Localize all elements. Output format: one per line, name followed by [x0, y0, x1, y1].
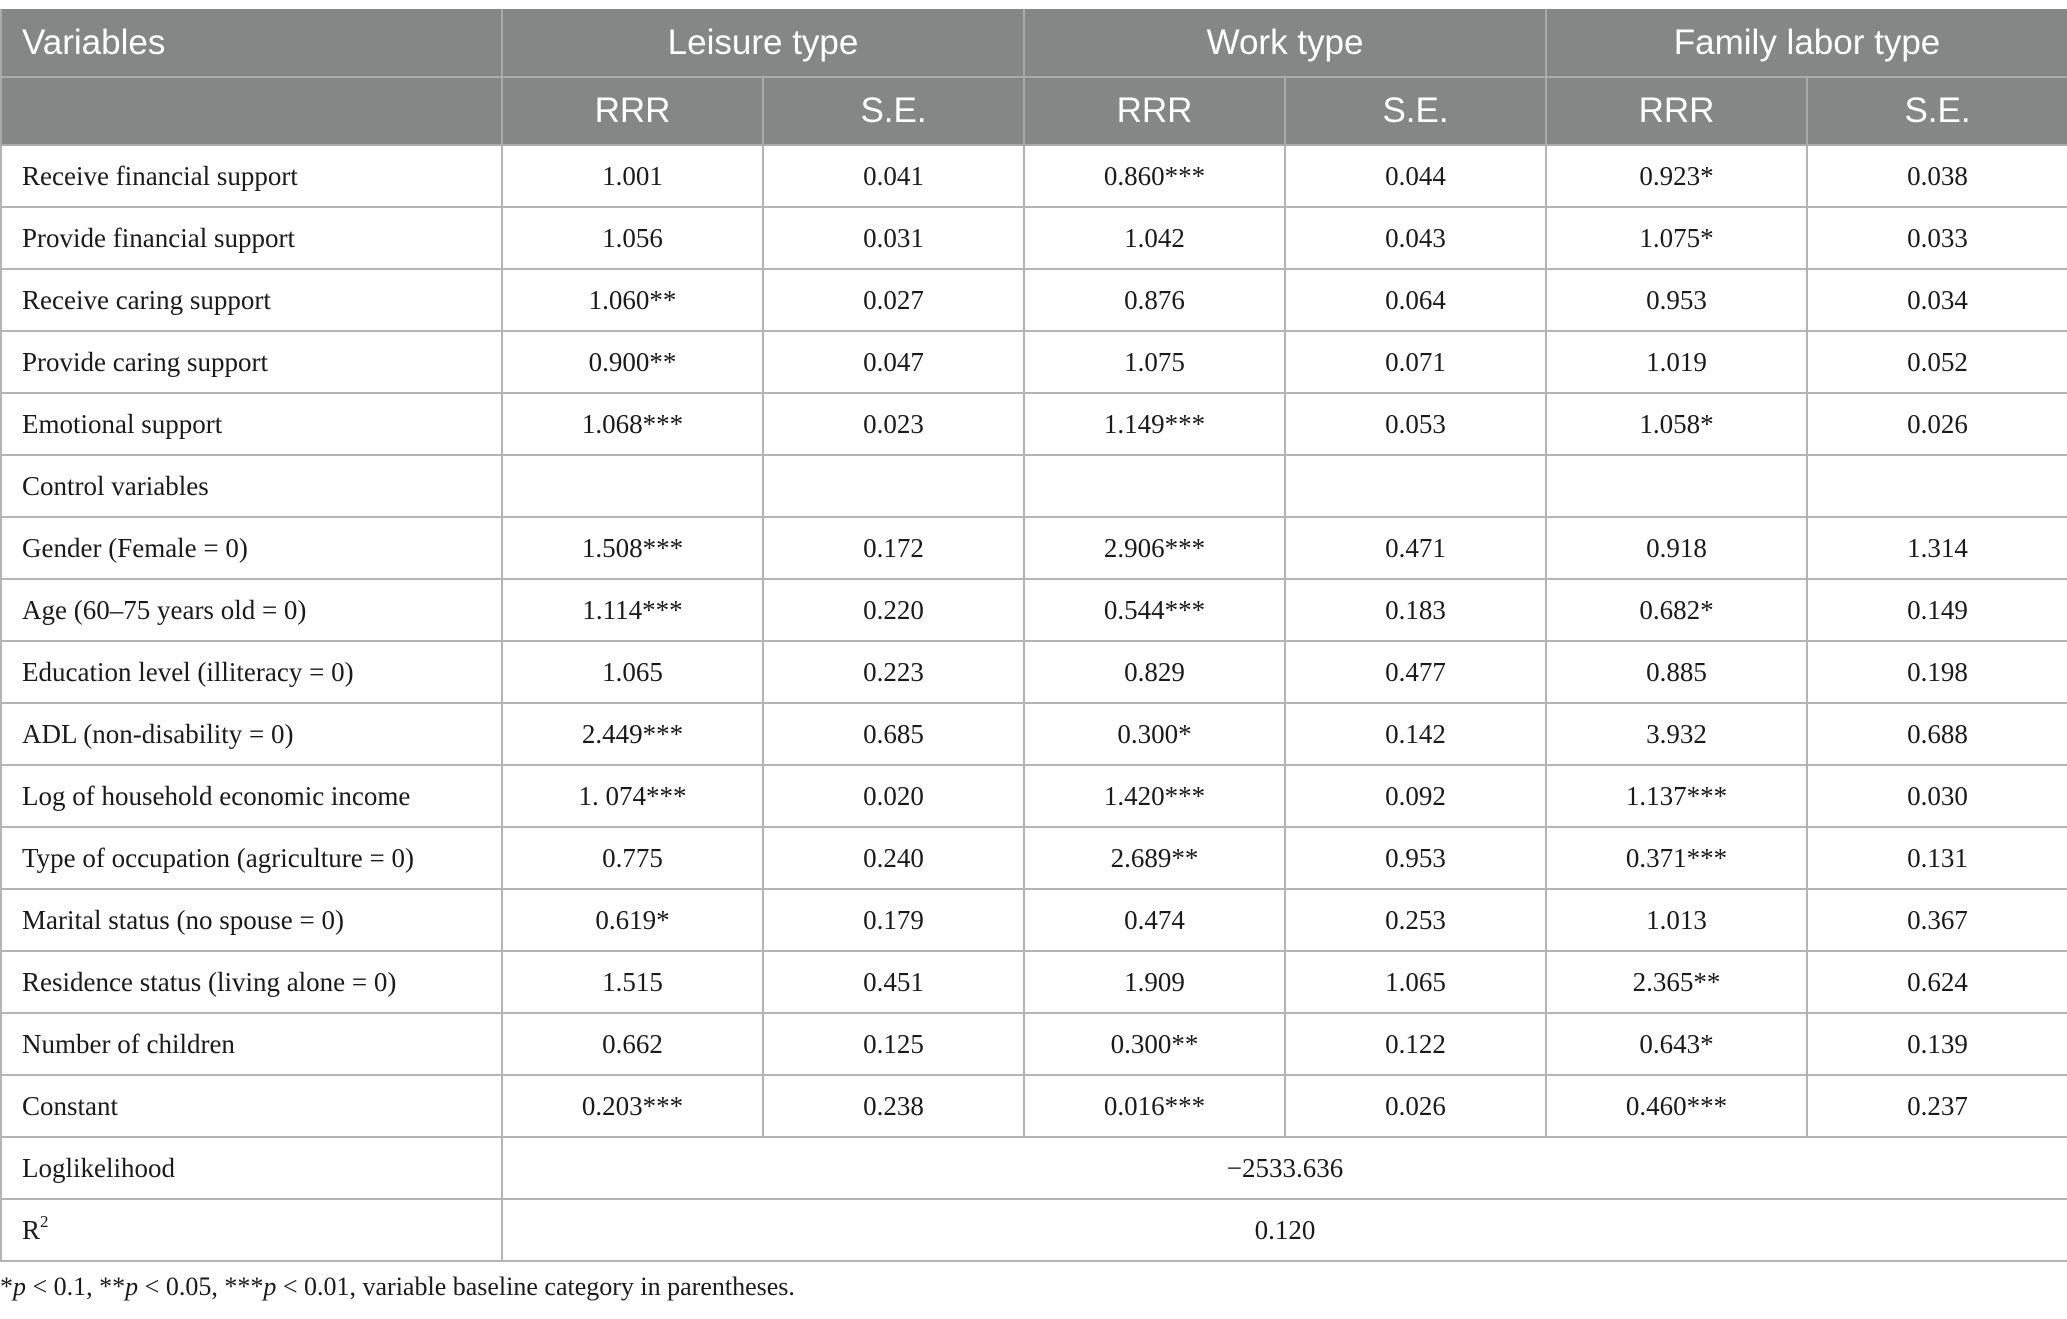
cell-se — [1285, 455, 1546, 517]
r2-row — [1, 1199, 2067, 1261]
cell-rrr: 0.016*** — [1024, 1075, 1285, 1137]
subheader-se: S.E. — [1807, 77, 2067, 145]
cell-se: 0.253 — [1285, 889, 1546, 951]
subheader-rrr: RRR — [502, 77, 763, 145]
cell-se: 0.451 — [763, 951, 1024, 1013]
cell-se: 0.038 — [1807, 145, 2067, 207]
loglikelihood-row — [1, 1137, 2067, 1199]
cell-rrr: 0.900** — [502, 331, 763, 393]
cell-se: 0.020 — [763, 765, 1024, 827]
r2-value: 0.120 — [502, 1199, 2067, 1261]
cell-rrr: 1.137*** — [1546, 765, 1807, 827]
cell-se: 0.238 — [763, 1075, 1024, 1137]
header-leisure-type: Leisure type — [502, 10, 1024, 78]
cell-rrr: 1.013 — [1546, 889, 1807, 951]
cell-rrr: 1.060** — [502, 269, 763, 331]
cell-rrr: 0.643* — [1546, 1013, 1807, 1075]
footnote-part: < 0.1, ** — [26, 1272, 126, 1301]
cell-rrr: 2.449*** — [502, 703, 763, 765]
row-label: Residence status (living alone = 0) — [1, 951, 502, 1013]
cell-se: 0.685 — [763, 703, 1024, 765]
table-row — [1, 517, 2067, 579]
cell-rrr: 0.300* — [1024, 703, 1285, 765]
cell-rrr: 1.420*** — [1024, 765, 1285, 827]
cell-se: 0.688 — [1807, 703, 2067, 765]
cell-rrr: 2.689** — [1024, 827, 1285, 889]
cell-se: 0.125 — [763, 1013, 1024, 1075]
subheader-rrr: RRR — [1024, 77, 1285, 145]
cell-se: 0.183 — [1285, 579, 1546, 641]
cell-se: 0.026 — [1807, 393, 2067, 455]
cell-rrr — [1024, 455, 1285, 517]
loglikelihood-value: −2533.636 — [502, 1137, 2067, 1199]
cell-se: 0.624 — [1807, 951, 2067, 1013]
row-label: Education level (illiteracy = 0) — [1, 641, 502, 703]
cell-se — [1807, 455, 2067, 517]
cell-se: 0.047 — [763, 331, 1024, 393]
cell-se: 0.131 — [1807, 827, 2067, 889]
cell-se: 0.367 — [1807, 889, 2067, 951]
table-row — [1, 579, 2067, 641]
subheader-se: S.E. — [1285, 77, 1546, 145]
table-row — [1, 207, 2067, 269]
header-variables: Variables — [1, 10, 502, 78]
cell-se: 0.122 — [1285, 1013, 1546, 1075]
r2-label — [1, 1199, 502, 1261]
cell-rrr: 0.300** — [1024, 1013, 1285, 1075]
footnote-p: p — [263, 1272, 277, 1301]
cell-rrr: 0.953 — [1546, 269, 1807, 331]
cell-se: 0.471 — [1285, 517, 1546, 579]
cell-se: 1.314 — [1807, 517, 2067, 579]
regression-table — [0, 9, 2067, 1262]
cell-rrr: 1.515 — [502, 951, 763, 1013]
cell-rrr: 1.001 — [502, 145, 763, 207]
table-row — [1, 827, 2067, 889]
cell-se: 0.198 — [1807, 641, 2067, 703]
table-row — [1, 641, 2067, 703]
cell-rrr — [502, 455, 763, 517]
cell-rrr: 1.909 — [1024, 951, 1285, 1013]
cell-rrr: 1.075 — [1024, 331, 1285, 393]
cell-rrr: 1.114*** — [502, 579, 763, 641]
row-label: Number of children — [1, 1013, 502, 1075]
cell-se: 0.142 — [1285, 703, 1546, 765]
cell-rrr: 1.056 — [502, 207, 763, 269]
footnote-part: * — [0, 1272, 13, 1301]
cell-se: 0.223 — [763, 641, 1024, 703]
table-row — [1, 951, 2067, 1013]
row-label: Type of occupation (agriculture = 0) — [1, 827, 502, 889]
cell-se: 0.030 — [1807, 765, 2067, 827]
cell-rrr: 0.876 — [1024, 269, 1285, 331]
subheader-se: S.E. — [763, 77, 1024, 145]
cell-rrr: 0.203*** — [502, 1075, 763, 1137]
cell-se: 0.237 — [1807, 1075, 2067, 1137]
r2-label-text: R — [22, 1214, 41, 1245]
cell-rrr: 0.775 — [502, 827, 763, 889]
table-row — [1, 765, 2067, 827]
cell-rrr: 2.906*** — [1024, 517, 1285, 579]
cell-se: 0.149 — [1807, 579, 2067, 641]
cell-se: 0.071 — [1285, 331, 1546, 393]
table-row — [1, 1075, 2067, 1137]
row-label: Provide financial support — [1, 207, 502, 269]
cell-se: 0.953 — [1285, 827, 1546, 889]
cell-rrr: 1.019 — [1546, 331, 1807, 393]
table-row — [1, 331, 2067, 393]
cell-se: 0.477 — [1285, 641, 1546, 703]
cell-rrr: 0.619* — [502, 889, 763, 951]
header-family-labor-type: Family labor type — [1546, 10, 2067, 78]
cell-rrr: 0.662 — [502, 1013, 763, 1075]
cell-se — [763, 455, 1024, 517]
cell-se: 0.034 — [1807, 269, 2067, 331]
footnote-p: p — [13, 1272, 26, 1301]
subheader-rrr: RRR — [1546, 77, 1807, 145]
table-row — [1, 703, 2067, 765]
cell-rrr: 0.460*** — [1546, 1075, 1807, 1137]
cell-rrr: 1.149*** — [1024, 393, 1285, 455]
r2-superscript: 2 — [40, 1211, 49, 1231]
table-body — [1, 145, 2067, 1137]
cell-rrr — [1546, 455, 1807, 517]
cell-se: 0.026 — [1285, 1075, 1546, 1137]
header-blank — [1, 77, 502, 145]
cell-rrr: 0.829 — [1024, 641, 1285, 703]
header-row-groups — [1, 10, 2067, 78]
regression-table-container — [0, 9, 2067, 1262]
cell-rrr: 1.075* — [1546, 207, 1807, 269]
row-label: Constant — [1, 1075, 502, 1137]
row-label: Log of household economic income — [1, 765, 502, 827]
row-label: Control variables — [1, 455, 502, 517]
cell-rrr: 1.068*** — [502, 393, 763, 455]
cell-rrr: 1.042 — [1024, 207, 1285, 269]
cell-se: 0.041 — [763, 145, 1024, 207]
cell-se: 0.064 — [1285, 269, 1546, 331]
cell-se: 0.053 — [1285, 393, 1546, 455]
row-label: Marital status (no spouse = 0) — [1, 889, 502, 951]
table-row — [1, 145, 2067, 207]
cell-rrr: 0.885 — [1546, 641, 1807, 703]
table-footnote — [0, 1272, 2067, 1302]
cell-se: 0.139 — [1807, 1013, 2067, 1075]
cell-rrr: 1.058* — [1546, 393, 1807, 455]
cell-se: 0.092 — [1285, 765, 1546, 827]
cell-se: 0.052 — [1807, 331, 2067, 393]
cell-se: 1.065 — [1285, 951, 1546, 1013]
footnote-p: p — [125, 1272, 139, 1301]
row-label: Receive caring support — [1, 269, 502, 331]
cell-se: 0.027 — [763, 269, 1024, 331]
cell-se: 0.240 — [763, 827, 1024, 889]
header-work-type: Work type — [1024, 10, 1546, 78]
cell-rrr: 0.371*** — [1546, 827, 1807, 889]
row-label: Age (60–75 years old = 0) — [1, 579, 502, 641]
header-row-subheaders — [1, 77, 2067, 145]
cell-rrr: 0.923* — [1546, 145, 1807, 207]
cell-rrr: 1.508*** — [502, 517, 763, 579]
table-row — [1, 393, 2067, 455]
table-row — [1, 1013, 2067, 1075]
table-row — [1, 455, 2067, 517]
cell-rrr: 0.682* — [1546, 579, 1807, 641]
cell-se: 0.033 — [1807, 207, 2067, 269]
table-row — [1, 269, 2067, 331]
cell-se: 0.031 — [763, 207, 1024, 269]
cell-rrr: 0.918 — [1546, 517, 1807, 579]
table-row — [1, 889, 2067, 951]
row-label: Receive financial support — [1, 145, 502, 207]
cell-rrr: 1. 074*** — [502, 765, 763, 827]
cell-rrr: 0.544*** — [1024, 579, 1285, 641]
cell-se: 0.044 — [1285, 145, 1546, 207]
cell-rrr: 1.065 — [502, 641, 763, 703]
cell-se: 0.043 — [1285, 207, 1546, 269]
row-label: Gender (Female = 0) — [1, 517, 502, 579]
cell-rrr: 0.474 — [1024, 889, 1285, 951]
row-label: Emotional support — [1, 393, 502, 455]
cell-rrr: 2.365** — [1546, 951, 1807, 1013]
cell-rrr: 3.932 — [1546, 703, 1807, 765]
cell-se: 0.179 — [763, 889, 1024, 951]
cell-rrr: 0.860*** — [1024, 145, 1285, 207]
row-label: Provide caring support — [1, 331, 502, 393]
cell-se: 0.220 — [763, 579, 1024, 641]
footnote-part: < 0.01, variable baseline category in parentheses. — [276, 1272, 795, 1301]
cell-se: 0.023 — [763, 393, 1024, 455]
row-label: ADL (non-disability = 0) — [1, 703, 502, 765]
cell-se: 0.172 — [763, 517, 1024, 579]
loglikelihood-label: Loglikelihood — [1, 1137, 502, 1199]
footnote-part: < 0.05, *** — [138, 1272, 264, 1301]
